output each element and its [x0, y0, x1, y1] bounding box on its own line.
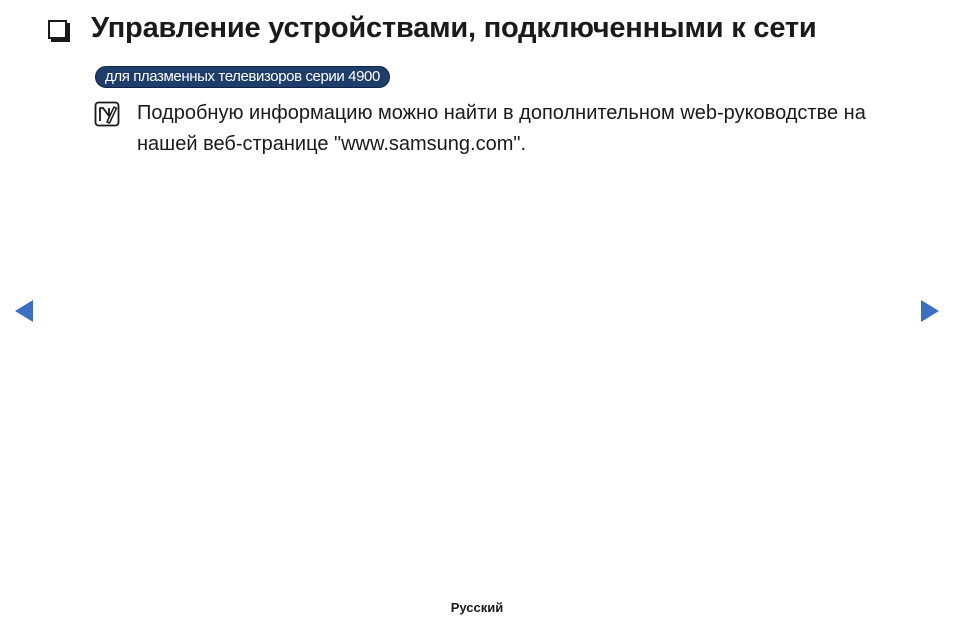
note-block: [94, 98, 927, 160]
note-text: Подробную информацию можно найти в дополнительном web-руководстве на нашей веб-странице "www.samsung.com".: [137, 102, 866, 155]
arrow-left-icon[interactable]: [14, 300, 34, 322]
page-title: Управление устройствами, подключенными к сети: [91, 12, 817, 44]
arrow-right-icon[interactable]: [920, 300, 940, 322]
note-pencil-icon: [94, 101, 120, 127]
checkbox-square-icon: [48, 20, 67, 39]
section-header: [48, 12, 817, 45]
footer-language: Русский: [450, 600, 504, 615]
model-badge: для плазменных телевизоров серии 4900: [95, 66, 390, 88]
